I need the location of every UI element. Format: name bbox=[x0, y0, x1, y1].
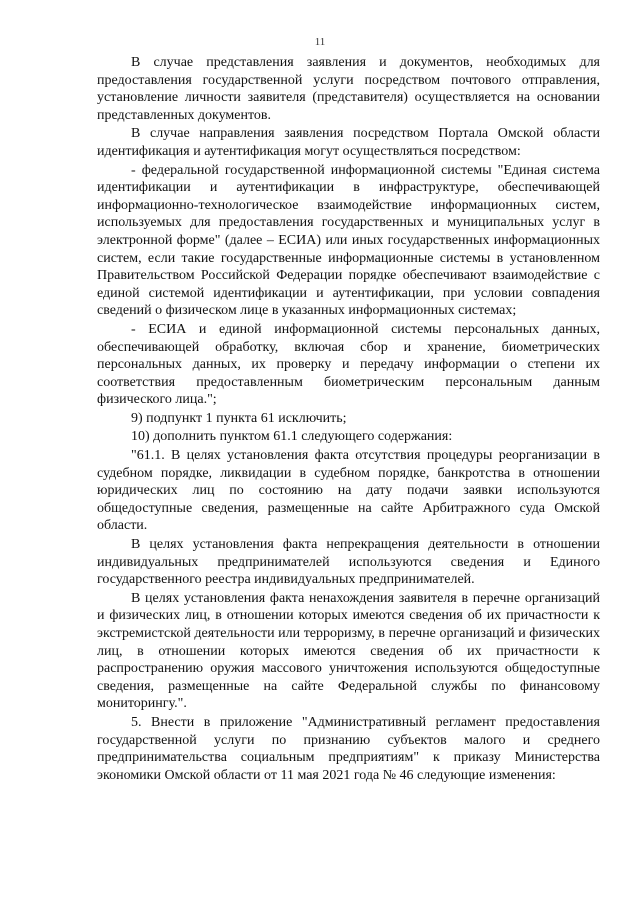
list-item-biometric: - ЕСИА и единой информационной системы персональных данных, обеспечивающей обработку, включая сбор и хранение, биометрических персональных данных, их проверку и передачу информации о степени их соответствия предоставленным биометрическим персональным данным физического лица."; bbox=[97, 321, 600, 408]
paragraph-financial-monitoring: В целях установления факта ненахождения заявителя в перечне организаций и физических лиц, в отношении которых имеются сведения об их причастности к экстремистской деятельности или терроризму, в перечне организаций и физических лиц, в отношении которых имеются сведения об их причастности к распространению оружия массового уничтожения используются общедоступные сведения, размещенные на сайте Федеральной службы по финансовому мониторингу.". bbox=[97, 590, 600, 712]
list-item-esia: - федеральной государственной информационной системы "Единая система идентификации и аутентификации в инфраструктуре, обеспечивающей информационно-технологическое взаимодействие информационных систем, используемых для предоставления государственных и муниципальных услуг в электронной форме" (далее – ЕСИА) или иных государственных информационных систем, если такие государственные информационные системы в установленном Правительством Российской Федерации порядке обеспечивают взаимодействие с единой системой идентификации и аутентификации, при условии совпадения сведений о физическом лице в указанных информационных системах; bbox=[97, 162, 600, 319]
clause-61-1: "61.1. В целях установления факта отсутствия процедуры реорганизации в судебном порядке, ликвидации в судебном порядке, банкротства в отношении юридических лиц по состоянию на дату подачи заявки используются общедоступные сведения, размещенные на сайте Арбитражного суда Омской области. bbox=[97, 448, 600, 534]
paragraph-portal-identification: В случае направления заявления посредством Портала Омской области идентификация и аутентификация могут осуществляться посредством: bbox=[97, 126, 600, 159]
amendment-item-9: 9) подпункт 1 пункта 61 исключить; bbox=[131, 410, 347, 426]
section-5-amendment: 5. Внести в приложение "Административный регламент предоставления государственной услуги по признанию субъектов малого и среднего предпринимательства социальным предприятиям" к приказу Министерства экономики Омской области от 11 мая 2021 года № 46 следующие изменения: bbox=[97, 714, 600, 783]
paragraph-entrepreneur-registry: В целях установления факта непрекращения деятельности в отношении индивидуальных предпринимателей используются сведения и Единого государственного реестра индивидуальных предпринимателей. bbox=[97, 537, 600, 588]
paragraph-postal-identification: В случае представления заявления и документов, необходимых для предоставления государственной услуги посредством почтового отправления, установление личности заявителя (представителя) осуществляется на основании представленных документов. bbox=[97, 55, 600, 123]
page-number: 11 bbox=[314, 36, 326, 48]
amendment-item-10: 10) дополнить пунктом 61.1 следующего содержания: bbox=[131, 429, 453, 445]
